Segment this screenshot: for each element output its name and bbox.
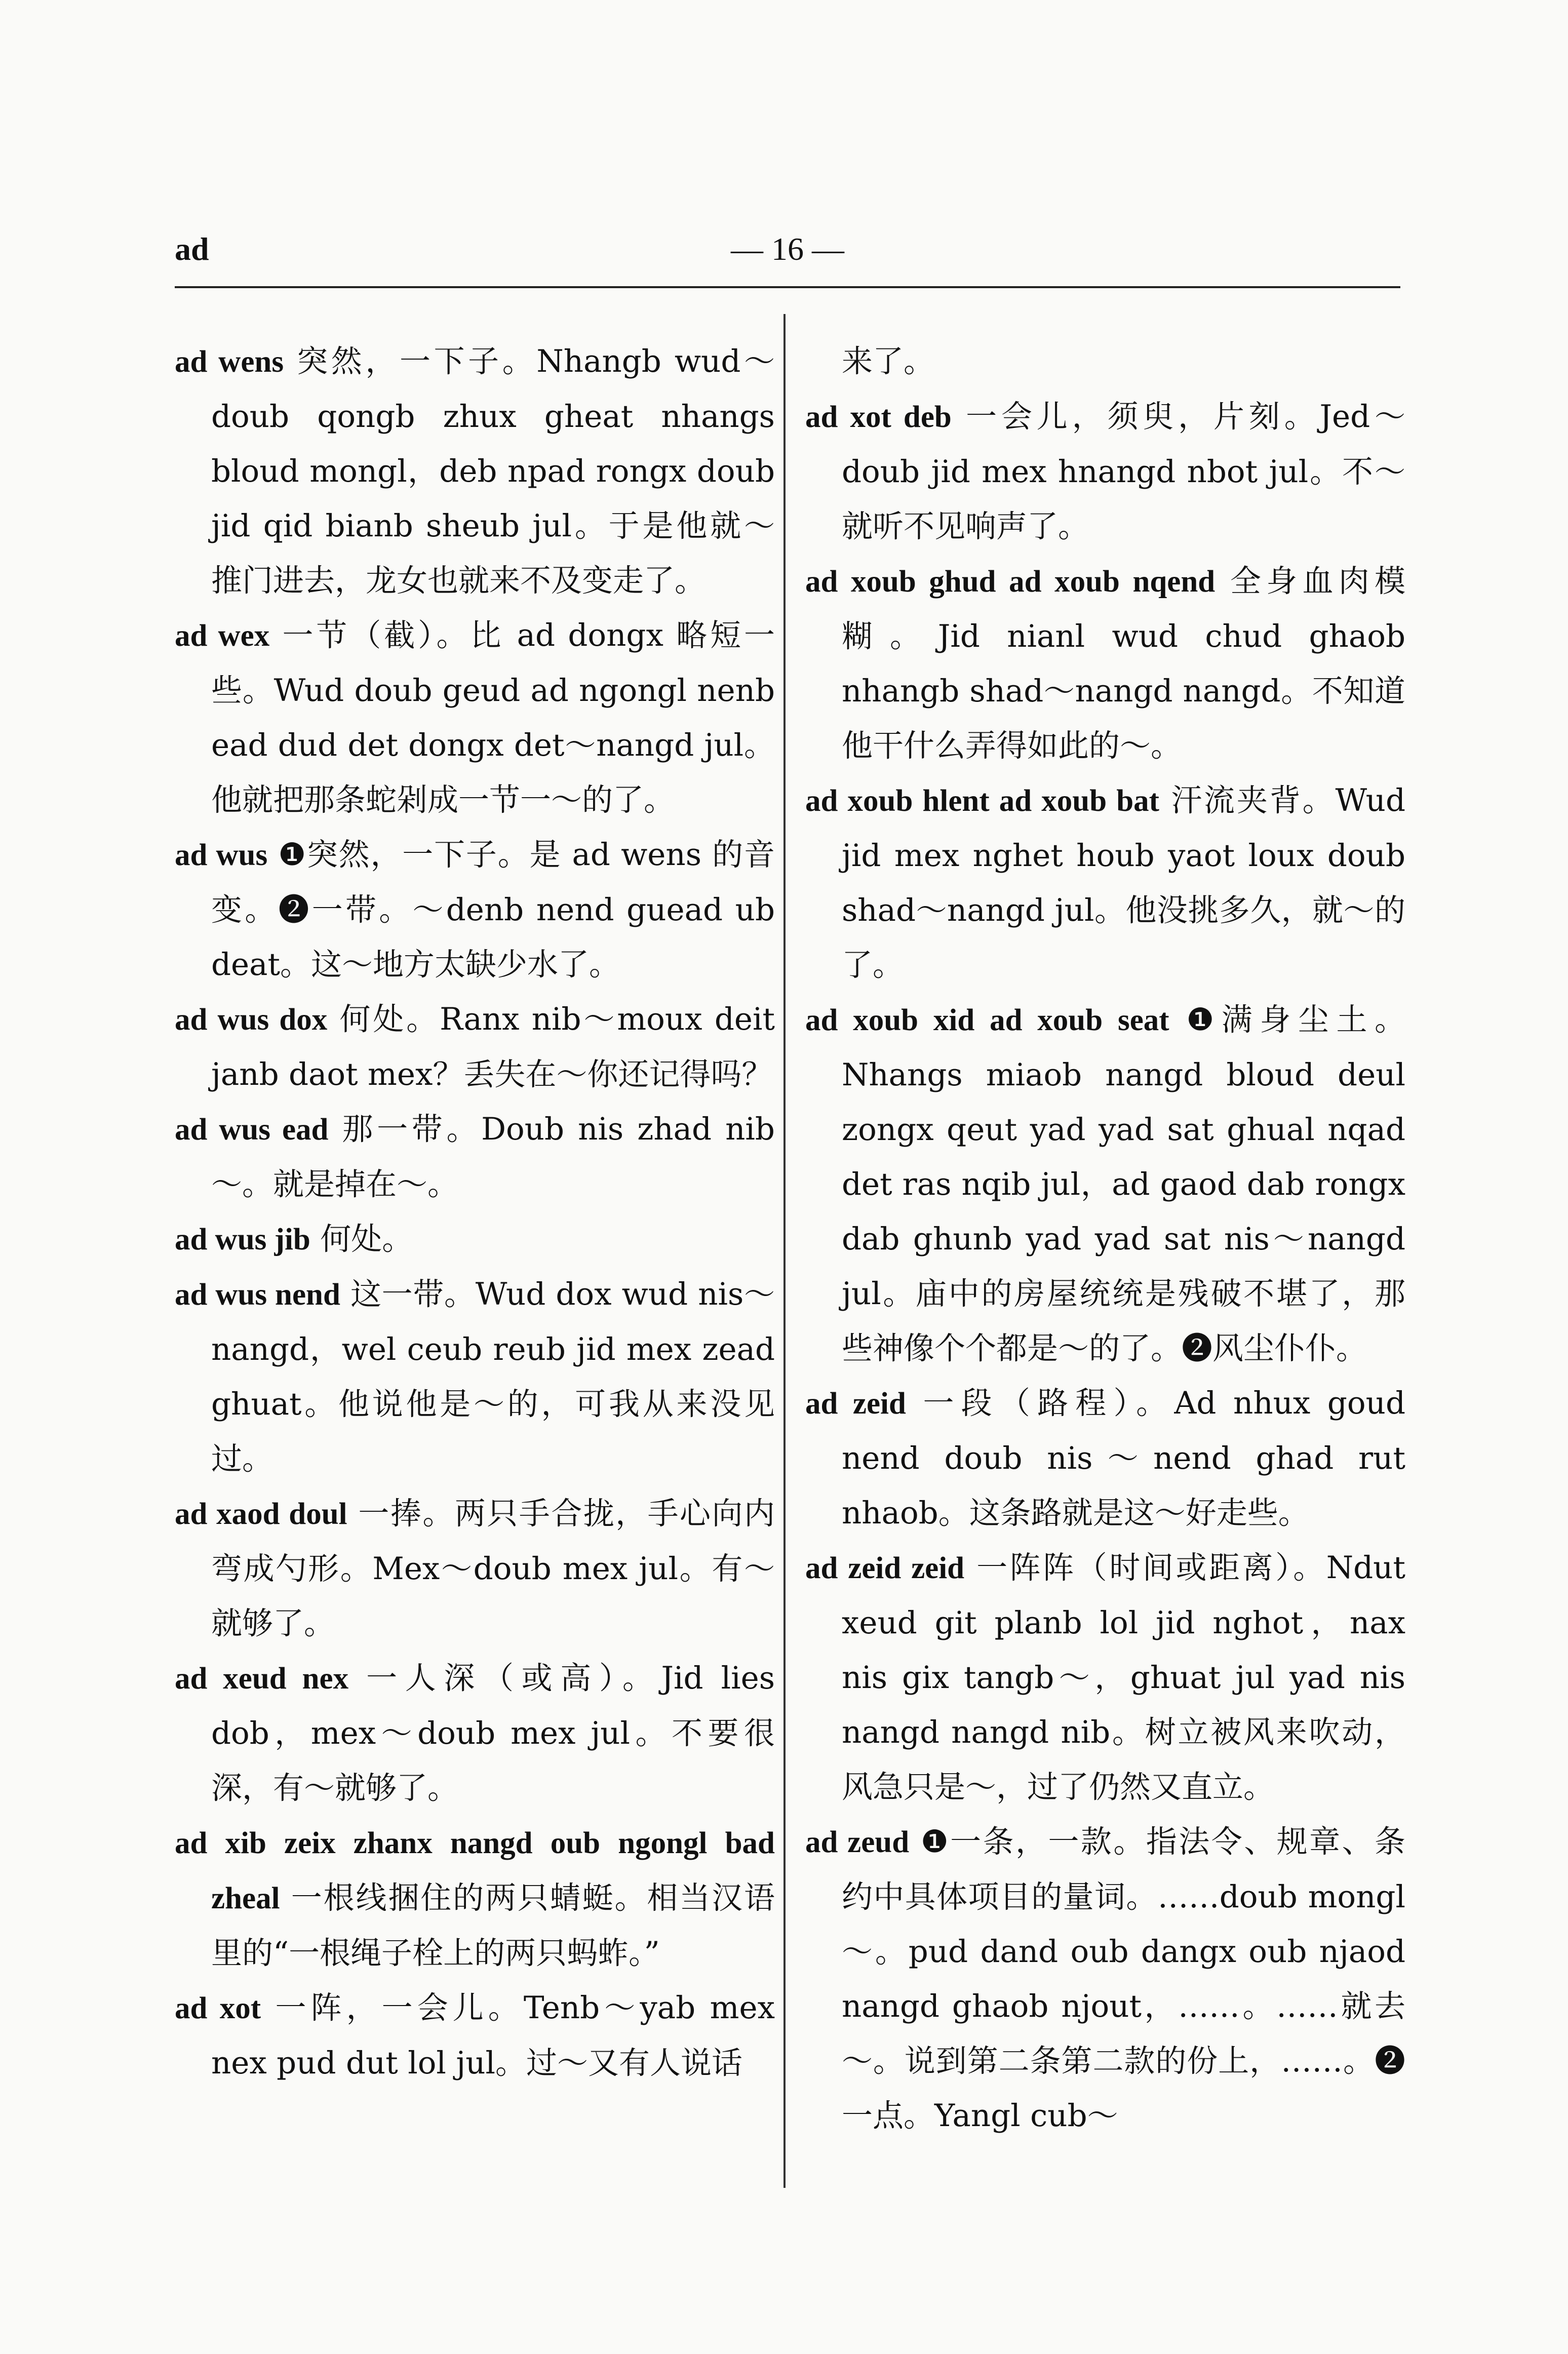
definition: 一节（截）。比 ad dongx 略短一些。Wud doub geud ad ngongl nenb ead dud det dongx det～nangd jul。他就把那条蛇剁成一节一～的了。 [211, 617, 775, 818]
headword: ad wex [175, 619, 270, 653]
headword: ad xoub ghud ad xoub nqend [805, 565, 1216, 599]
definition: ❶突然，一下子。是 ad wens 的音变。❷一带。～denb nend guead ub deat。这～地方太缺少水了。 [211, 837, 775, 983]
headword: ad xot [175, 1991, 261, 2025]
headword: ad wus ead [175, 1113, 329, 1147]
dictionary-entry [805, 554, 1405, 773]
dictionary-entry [175, 828, 775, 992]
headword: ad wus jib [175, 1223, 310, 1257]
headword: ad zeud [805, 1825, 910, 1859]
headword: ad xaod doul [175, 1497, 347, 1531]
dictionary-entry [175, 1981, 775, 2091]
dictionary-entry [175, 1267, 775, 1486]
definition: 一人深（或高）。Jid lies dob，mex～doub mex jul。不要很深，有～就够了。 [211, 1660, 775, 1806]
headword: ad wus nend [175, 1278, 340, 1312]
dictionary-entry [175, 1212, 775, 1267]
headword: ad wus dox [175, 1003, 328, 1037]
dictionary-entry [805, 389, 1405, 554]
headword: ad xoub hlent ad xoub bat [805, 784, 1159, 818]
dictionary-entry [805, 1815, 1405, 2143]
headword: ad zeid zeid [805, 1551, 965, 1585]
page-number: — 16 — [731, 231, 844, 267]
headword: ad xoub xid ad xoub seat [805, 1003, 1169, 1037]
dictionary-entry [175, 1486, 775, 1651]
headword: ad wens [175, 345, 284, 379]
left-column [175, 334, 775, 2208]
right-column [805, 334, 1405, 2208]
dictionary-entry [805, 993, 1405, 1376]
definition: 突然，一下子。Nhangb wud～doub qongb zhux gheat nhangs bloud mongl，deb npad rongx doub jid qid bianb sheub jul。于是他就～推门进去，龙女也就来不及变走了。 [211, 343, 775, 599]
page-header [175, 230, 1400, 288]
definition: 一根线捆住的两只蜻蜓。相当汉语里的“一根绳子栓上的两只蚂蚱。” [211, 1880, 775, 1971]
dictionary-entry-continuation [805, 334, 1405, 389]
dictionary-entry [175, 334, 775, 608]
headword: ad xib zeix zhanx nangd oub ngongl bad zheal [175, 1826, 775, 1915]
definition: 一段（路程）。Ad nhux goud nend doub nis～nend ghad rut nhaob。这条路就是这～好走些。 [842, 1385, 1405, 1531]
definition: 何处。 [310, 1221, 413, 1257]
definition: 汗流夹背。Wud jid mex nghet houb yaot loux doub shad～nangd jul。他没挑多久，就～的了。 [842, 782, 1405, 983]
headword: ad wus [175, 838, 268, 872]
dictionary-entry [805, 773, 1405, 993]
guide-word: ad [175, 231, 209, 267]
headword: ad zeid [805, 1387, 906, 1421]
dictionary-entry [805, 1376, 1405, 1541]
dictionary-entry [805, 1541, 1405, 1815]
definition: 那一带。Doub nis zhad nib～。就是掉在～。 [211, 1111, 775, 1202]
dictionary-entry [175, 1102, 775, 1212]
definition: 何处。Ranx nib～moux deit janb daot mex？丢失在～你还记得吗？ [211, 1001, 775, 1092]
definition: 一阵阵（时间或距离）。Ndut xeud git planb lol jid nghot，nax nis gix tangb～，ghuat jul yad nis nangd nangd nib。树立被风来吹动，风急只是～，过了仍然又直立。 [842, 1550, 1405, 1805]
column-divider [783, 314, 786, 2188]
headword: ad xot deb [805, 400, 952, 434]
definition: 这一带。Wud dox wud nis～nangd，wel ceub reub jid mex zead ghuat。他说他是～的，可我从来没见过。 [211, 1276, 775, 1477]
dictionary-entry [175, 1651, 775, 1816]
definition: 一会儿，须臾，片刻。Jed～doub jid mex hnangd nbot jul。不～就听不见响声了。 [842, 399, 1405, 544]
dictionary-entry [175, 992, 775, 1102]
definition: 来了。 [842, 343, 935, 379]
definition: 一阵，一会儿。Tenb～yab mex nex pud dut lol jul。过～又有人说话 [211, 1990, 775, 2081]
definition: ❶一条，一款。指法令、规章、条约中具体项目的量词。……doub mongl～。pud dand oub dangx oub njaod nangd ghaob njout，……。……就去～。说到第二条第二款的份上，……。❷一点。Yangl cub～ [842, 1824, 1405, 2134]
headword: ad xeud nex [175, 1662, 349, 1696]
definition: ❶满身尘土。Nhangs miaob nangd bloud deul zongx qeut yad yad sat ghual nqad det ras nqib jul，ad gaod dab rongx dab ghunb yad yad sat nis～nangd jul。庙中的房屋统统是残破不堪了，那些神像个个都是～的了。❷风尘仆仆。 [842, 1002, 1405, 1366]
definition: 一捧。两只手合拢，手心向内弯成勺形。Mex～doub mex jul。有～就够了。 [211, 1496, 775, 1641]
dictionary-entry [175, 608, 775, 828]
definition: 全身血肉模糊。Jid nianl wud chud ghaob nhangb shad～nangd nangd。不知道他干什么弄得如此的～。 [842, 563, 1405, 764]
dictionary-entry [175, 1816, 775, 1981]
